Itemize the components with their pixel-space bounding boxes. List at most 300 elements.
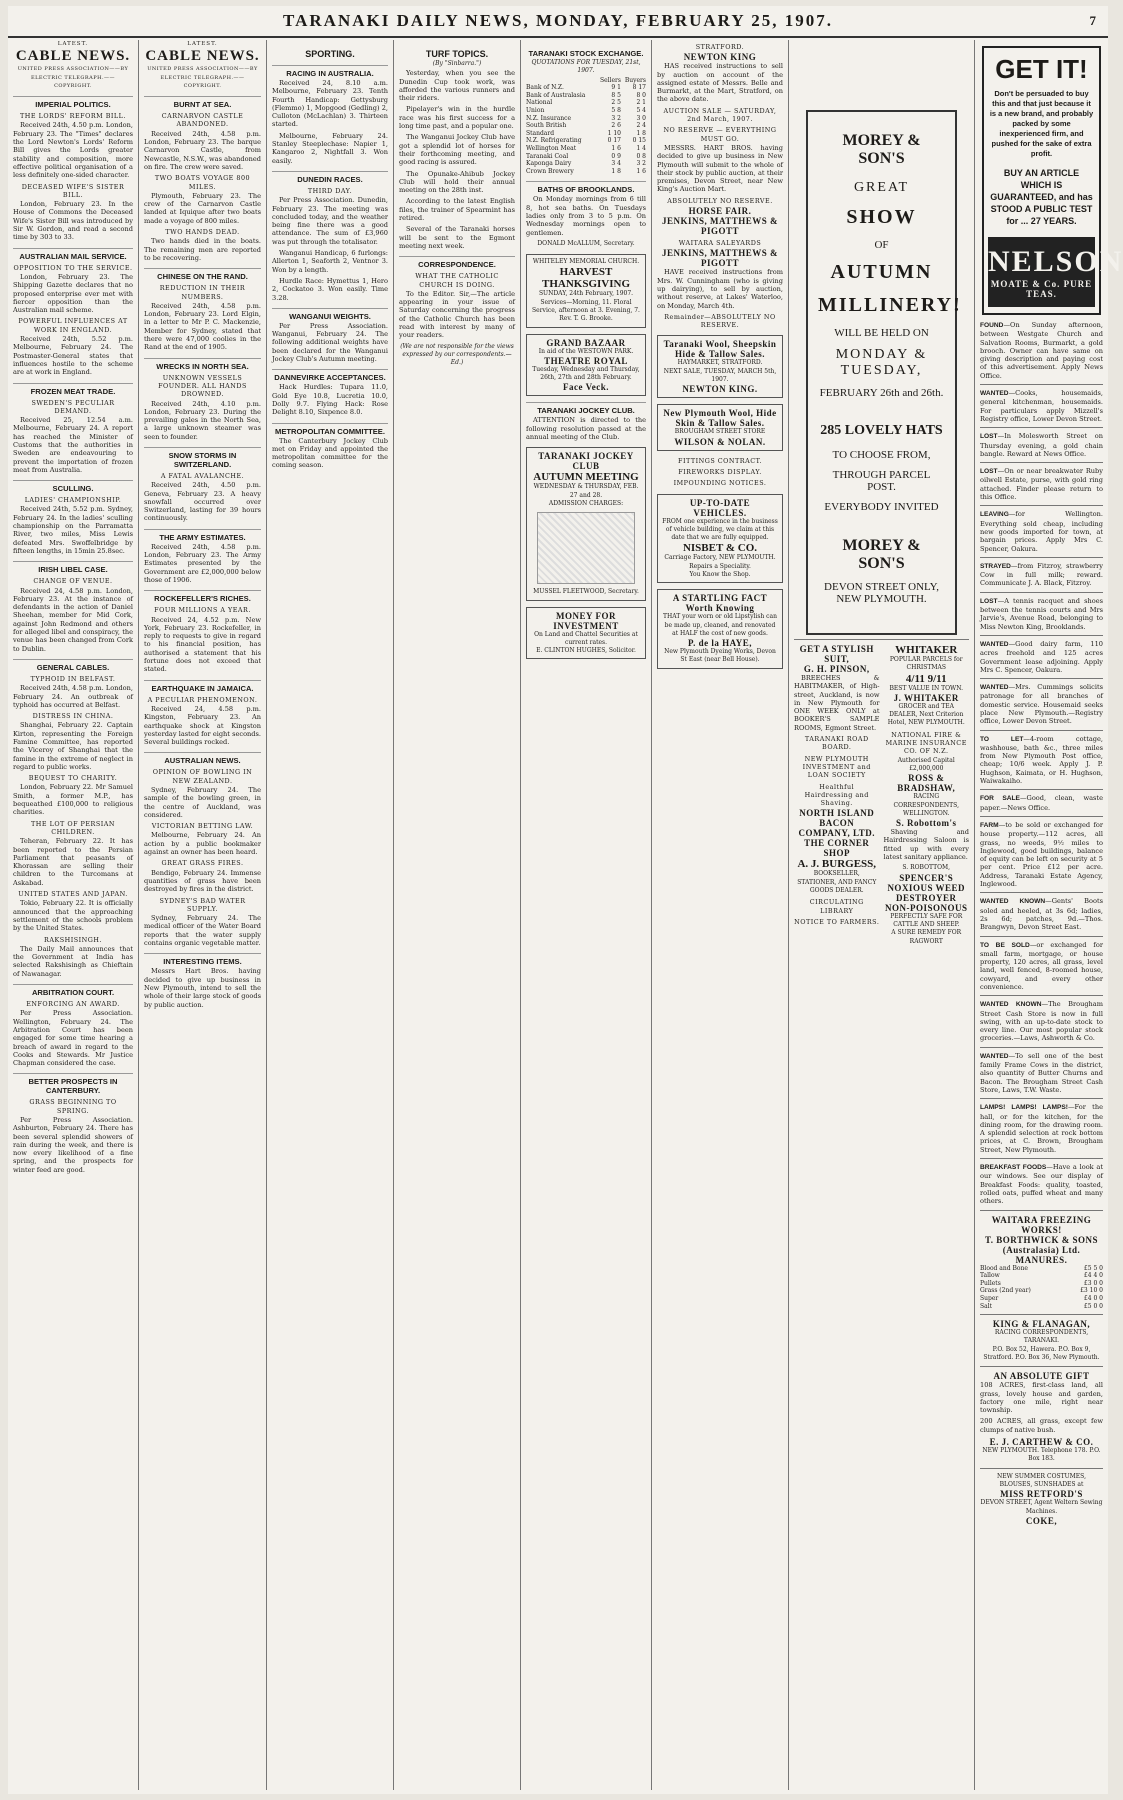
article-heading: ARBITRATION COURT. — [13, 984, 133, 997]
classified-text: to be sold or exchanged for house property.—112 acres, all grass, no weeds, 9½ miles to Inglewood, good buildings, balance of equity can be left on security at 5 per cent. Price £12 per acre. Address, Taranaki Estate Agency, Inglewood. — [980, 820, 1103, 889]
news-article — [144, 752, 261, 819]
article-heading: CHINESE ON THE RAND. — [144, 268, 261, 281]
manure-price: £3 10 0 — [1080, 1287, 1103, 1295]
stock-row — [526, 122, 646, 130]
no-reserve: NO RESERVE — EVERYTHING MUST GO. — [663, 126, 777, 143]
article-heading: FROZEN MEAT TRADE. — [13, 383, 133, 396]
stock-name: Bank of N.Z. — [526, 84, 564, 92]
article-body: London, February 23. The Shipping Gazette declares that no proposed enterprise ever met with fiercer opposition than the Australian mail scheme. — [13, 272, 133, 315]
article-subheading: DISTRESS IN CHINA. — [32, 712, 114, 721]
article-body: Per Press Association. Dunedin, February 23. The meeting was concluded today, and the weather being fine there was a good attendance. The sum of £3,960 was put through the totalisator. — [272, 196, 388, 246]
news-article — [272, 308, 388, 363]
whitaker-sub: POPULAR PARCELS for CHRISTMAS — [889, 656, 963, 672]
cable-news-heading: CABLE NEWS. — [15, 48, 131, 65]
article-subheading: A FATAL AVALANCHE. — [160, 471, 245, 480]
buy-guaranteed: BUY AN ARTICLE WHICH IS GUARANTEED, and has STOOD A PUBLIC TEST for ... 27 YEARS. — [990, 168, 1093, 226]
news-article — [13, 659, 133, 709]
article-heading: METROPOLITAN COMMITTEE. — [272, 423, 388, 436]
article-subheading: THE LORDS' REFORM BILL. — [20, 112, 126, 121]
everybody-invited: EVERYBODY INVITED — [824, 501, 939, 513]
autumn-secretary: MUSSEL FLEETWOOD, Secretary. — [533, 588, 639, 596]
article-body: Melbourne, February 24. An action by a public bookmaker against an owner has been heard. — [144, 831, 261, 857]
sellers-header: Sellers — [599, 76, 621, 84]
newton-king-title: NEWTON KING — [683, 52, 757, 63]
article-subheading: TWO BOATS VOYAGE 800 MILES. — [154, 174, 251, 191]
article-body: Per Press Association. Ashburton, February 24. There has been several splendid showers of rain during the week, and there is now every likelihood of a fine spring, and the prospects for winter feed are good. — [13, 1115, 133, 1174]
article-heading: IMPERIAL POLITICS. — [13, 96, 133, 109]
news-article — [13, 984, 133, 1067]
lower-ads-left — [794, 644, 880, 946]
manure-row — [980, 1287, 1103, 1295]
classified-ad — [980, 467, 1103, 501]
stock-name: Crown Brewery — [526, 167, 574, 175]
news-article — [13, 1073, 133, 1174]
classified-lead: TO BE SOLD — [980, 941, 1030, 949]
new-summer: NEW SUMMER COSTUMES, BLOUSES, SUNSHADES at — [997, 1472, 1086, 1488]
dash-separator: — — [1008, 510, 1016, 519]
classified-ad — [980, 821, 1103, 888]
autumn-word: AUTUMN — [830, 261, 933, 283]
article-body: Two hands died in the boats. The remaining men are reported to be recovering. — [144, 237, 261, 262]
stock-row — [526, 130, 646, 138]
col2-sections — [144, 96, 261, 1009]
news-article — [144, 897, 261, 948]
get-it-body: Don't be persuaded to buy this and that just because it is a new brand, and probably packed by some inexperienced firm, and pushed for the sake of extra profit. — [989, 89, 1094, 158]
article-body: Melbourne, February 24. Stanley Steeplechase: Napier 1, Kangaroo 2, Nightfall 3. Won easily. — [272, 131, 388, 165]
delahaye-name: P. de la HAYE, — [687, 638, 753, 649]
dash-separator: — — [1019, 794, 1027, 803]
buyers-header: Buyers — [624, 76, 646, 84]
robottom-title: S. Robottom's — [895, 818, 957, 829]
dash-separator: — — [1023, 734, 1030, 743]
article-body: Received 24th, 4.58 p.m. London, February 23. The barque Carnarvon Castle, from Newcastle, N.S.W., was abandoned on fire. The crew were saved. — [144, 129, 261, 171]
article-heading: WRECKS IN NORTH SEA. — [144, 358, 261, 371]
newton-king-sign: NEWTON KING. — [682, 384, 758, 395]
classified-lead: FARM — [980, 821, 999, 829]
article-subheading: RAKSHISINGH. — [44, 935, 102, 944]
classified-text: Good, clean, waste paper.—News Office. — [980, 794, 1103, 812]
manure-price: £4 0 0 — [1083, 1294, 1103, 1302]
article-heading: GENERAL CABLES. — [13, 659, 133, 672]
news-article — [144, 174, 261, 225]
classified-text: Good dairy farm, 110 acres freehold and 125 acres Government lease adjoining. Apply Mrs C. Spencer, Oakura. — [980, 639, 1103, 674]
classified-ad — [980, 1103, 1103, 1154]
news-article — [272, 65, 388, 129]
acres-200: 200 ACRES, all grass, except few clumps of native bush. — [980, 1417, 1103, 1434]
turf-byline: (By "Sinbarra.") — [432, 60, 482, 67]
classified-ad — [980, 562, 1103, 588]
stratford-label: STRATFORD. — [695, 43, 745, 51]
king-flanagan: KING & FLANAGAN, — [992, 1319, 1091, 1330]
article-heading: THE ARMY ESTIMATES. — [144, 529, 261, 542]
article-body: Plymouth, February 23. The crew of the Carnarvon Castle landed at Iquique after two boats made a voyage of 800 miles. — [144, 191, 261, 225]
classified-text: In Molesworth Street on Thursday evening, a gold chain bangle. Reward at News Office. — [980, 432, 1103, 458]
manure-name: Tallow — [980, 1272, 1000, 1280]
nelson-logo — [988, 237, 1123, 307]
article-subheading: THE LOT OF PERSIAN CHILDREN. — [31, 819, 115, 836]
dash-separator: — — [998, 820, 1006, 829]
article-body: Received 24th, 5.52 p.m. Melbourne, February 24. The Postmaster-General states that influences hostile to the scheme are at work in England. — [13, 335, 133, 377]
dash-separator: — — [997, 596, 1005, 605]
stock-name: N.Z. Insurance — [526, 114, 572, 122]
latest-label: LATEST. — [57, 41, 89, 47]
stock-row — [526, 92, 646, 100]
classified-text: for Wellington. Everything sold cheap, including new goods imported for town, at bargain prices. Apply Mrs C. Spencer, Oakura. — [980, 510, 1103, 553]
classified-ad — [980, 640, 1103, 674]
nibacon: NORTH ISLAND BACON COMPANY, LTD. — [798, 808, 875, 839]
seller-price: 2 5 — [611, 99, 621, 107]
baths-heading: BATHS OF BROOKLANDS. — [526, 181, 646, 194]
buyer-price: 1 4 — [636, 144, 646, 152]
stock-name: Kaponga Dairy — [526, 160, 572, 168]
stock-row — [526, 84, 646, 92]
seller-price: 5 8 — [611, 106, 621, 114]
news-article — [144, 96, 261, 171]
classified-text: or exchanged for small farm, mortgage, or house property, 120 acres, all grass, level land, well fenced, 8-roomed house, cowyard, and every other convenience. — [980, 940, 1103, 991]
turf-paragraphs — [399, 69, 515, 250]
column-4-turf-topics — [394, 40, 521, 1790]
classified-lead: LOST — [980, 433, 998, 441]
stock-row — [526, 160, 646, 168]
article-subheading: VICTORIAN BETTING LAW. — [151, 822, 254, 831]
theatre-title: THEATRE ROYAL — [544, 355, 628, 366]
news-article — [144, 590, 261, 673]
news-article — [13, 96, 133, 179]
classified-lead: FOR SALE — [980, 795, 1020, 803]
article-subheading: GRASS BEGINNING TO SPRING. — [29, 1098, 117, 1115]
classified-text: Have a look at our windows. See our display of Breakfast Foods: quality, toasted, rolled oats, puffed wheat and many others. — [980, 1163, 1104, 1206]
dash-separator: — — [1041, 1000, 1049, 1009]
retford-sub: DEVON STREET, Agent Weltern Sewing Machines. — [980, 1499, 1103, 1515]
classified-ad — [980, 389, 1103, 423]
sheepskin-title: Taranaki Wool, Sheepskin Hide & Tallow Sales. — [663, 339, 777, 360]
dash-separator: — — [1029, 940, 1037, 949]
morey-address: DEVON STREET ONLY, NEW PLYMOUTH. — [824, 581, 939, 605]
non-poisonous: NON-POISONOUS — [884, 902, 968, 913]
dash-separator: — — [997, 432, 1005, 441]
turf-paragraph: Pipelayer's win in the hurdle race was his first success for a long time past, and a popular one. — [399, 105, 515, 131]
harvest-title: HARVEST THANKSGIVING — [541, 266, 631, 291]
morey-logo: MOREY & SON'S — [842, 537, 921, 572]
dash-separator: — — [1008, 639, 1016, 648]
manure-name: Salt — [980, 1302, 993, 1310]
article-body: Teheran, February 22. It has been reported to the Persian Parliament that peasants of Khorassan are selling their children to the Turcomans at Askabad. — [13, 837, 133, 887]
dyeing-ad — [657, 589, 783, 668]
latest-label: LATEST. — [187, 41, 218, 47]
whitaker-grocer: J. WHITAKER — [893, 692, 959, 703]
editor-note: (We are not responsible for the views expressed by our correspondents.—Ed.) — [400, 342, 514, 367]
stock-row — [526, 137, 646, 145]
road-board: TARANAKI ROAD BOARD. — [804, 735, 869, 752]
article-heading: AUSTRALIAN MAIL SERVICE. — [13, 248, 133, 261]
nelson-sub: MOATE & Co. PURE TEAS. — [990, 279, 1093, 299]
you-know-shop: You Know the Shop. — [689, 570, 751, 578]
manures-heading: MANURES. — [1015, 1254, 1068, 1265]
buyer-price: 1 6 — [636, 167, 646, 175]
show-days: MONDAY & TUESDAY, — [835, 347, 928, 378]
article-subheading: GREAT GRASS FIRES. — [161, 859, 244, 868]
borthwick: T. BORTHWICK & SONS (Australasia) Ltd. — [984, 1234, 1099, 1255]
letter-heading: WHAT THE CATHOLIC CHURCH IS DOING. — [415, 272, 499, 289]
article-heading: EARTHQUAKE IN JAMAICA. — [144, 680, 261, 693]
correspondence-heading: CORRESPONDENCE. — [399, 256, 515, 269]
morey-millinery-ad — [806, 110, 962, 635]
buyer-price: 0 8 — [636, 152, 646, 160]
money-title: MONEY FOR INVESTMENT — [553, 610, 619, 631]
stock-name: Standard — [526, 129, 555, 137]
morey-title: MOREY & SON'S — [842, 132, 921, 167]
stock-row — [526, 99, 646, 107]
dash-separator: — — [997, 467, 1005, 476]
stock-name: N.Z. Refrigerating — [526, 137, 582, 145]
investment-society: NEW PLYMOUTH INVESTMENT and LOAN SOCIETY — [802, 754, 871, 780]
news-article — [144, 822, 261, 856]
column-3-sporting — [267, 40, 394, 1790]
classified-text: On Sunday afternoon, between Westgate Church and Salvation Rooms, Burmarkt, a gold brooch. Owner can have same on giving description and paying cost of this advertisement. Apply News Office. — [980, 321, 1103, 380]
article-subheading: UNKNOWN VESSELS FOUNDER. ALL HANDS DROWNED. — [158, 373, 247, 399]
coke: COKE, — [1025, 1515, 1058, 1526]
news-article — [13, 712, 133, 771]
whitaker-grocer-sub: GROCER and TEA DEALER, Next Criterion Hotel, NEW PLYMOUTH. — [887, 702, 965, 727]
turf-paragraph: According to the latest English files, the trainer of Spearmint has retired. — [399, 197, 515, 223]
news-article — [144, 358, 261, 441]
perfectly-safe: PERFECTLY SAFE FOR CATTLE AND SHEEP. — [890, 912, 963, 928]
robottom-body: Shaving and Hairdressing Saloon is fitted up with every latest sanitary appliance. — [883, 828, 969, 862]
article-heading: ROCKEFELLER'S RICHES. — [144, 590, 261, 603]
harvest-body: SUNDAY, 24th February, 1907. Services—Morning, 11. Floral Service, afternoon at 3. Evening, 7. Rev. T. G. Brooke. — [532, 290, 640, 323]
classified-lead: LOST — [980, 468, 998, 476]
manure-price: £3 0 0 — [1083, 1279, 1103, 1287]
article-body: Hurdle Race: Hymettus 1, Hero 2, Cockatoo 3. Won easily. Time 3.28. — [272, 276, 388, 302]
classified-ad — [980, 1052, 1103, 1094]
classified-lead: FOUND — [980, 322, 1004, 329]
corner-shop: THE CORNER SHOP — [804, 838, 870, 859]
news-article — [272, 277, 388, 302]
miss-retford: MISS RETFORD'S — [1000, 1489, 1083, 1500]
classified-ad — [980, 597, 1103, 631]
article-body: Received 25, 12.54 a.m. Melbourne, February 24. A report has reached the Minister of Customs that the authorities in Sweden are endeavouring to prevent the importation of frozen meat from Australia. — [13, 416, 133, 474]
nisbet-name: NISBET & CO. — [682, 542, 758, 555]
article-subheading: CHANGE OF VENUE. — [33, 577, 113, 586]
news-article — [272, 423, 388, 470]
news-article — [13, 480, 133, 555]
article-body: London, February 23. In the House of Commons the Deceased Wife's Sister Bill was introduced by Sir W. Gordon, and read a second time by 303 to 33. — [13, 200, 133, 242]
article-body: Received 24, 4.52 p.m. New York, February 23. Rockefeller, in reply to requests to give in regard to his financial position, has authorised a statement that his fortune does not exceed that stated. — [144, 615, 261, 674]
money-body: On Land and Chattel Securities at current rates. — [534, 630, 638, 646]
dash-separator: — — [1067, 1103, 1075, 1112]
impounding-notices: IMPOUNDING NOTICES. — [673, 479, 767, 488]
classified-lead: LAMPS! LAMPS! LAMPS! — [980, 1104, 1068, 1112]
classified-ad — [980, 794, 1103, 812]
news-article — [13, 936, 133, 978]
dash-separator: — — [1010, 561, 1018, 570]
article-subheading: REDUCTION IN THEIR NUMBERS. — [159, 284, 246, 301]
cable-news-subheading: UNITED PRESS ASSOCIATION——BY ELECTRIC TELEGRAPH.——COPYRIGHT. — [147, 66, 258, 89]
get-it-heading: GET IT! — [995, 54, 1088, 84]
buyer-price: 8 0 — [636, 91, 646, 99]
classified-lead: TO LET — [980, 735, 1024, 743]
spencer-title: SPENCER'S NOXIOUS WEED DESTROYER — [887, 872, 966, 903]
classified-lead: STRAYED — [980, 562, 1011, 570]
stock-row — [526, 115, 646, 123]
robottom-sig: S. ROBOTTOM, — [902, 864, 951, 872]
stock-row — [526, 107, 646, 115]
lower-ads-right — [884, 644, 970, 946]
seller-price: 0 17 — [607, 137, 621, 145]
whitaker-title: WHITAKER — [895, 644, 958, 656]
manure-row — [980, 1272, 1103, 1280]
seller-price: 3 4 — [611, 160, 621, 168]
classified-text: 4-room cottage, washhouse, bath &c., three miles from New Plymouth Post office, cheap; 10/6 week. Apply J. P. Hughson, Kaimata, or H. Hughson, Waiwakaiho. — [980, 734, 1103, 786]
stock-name: Bank of Australasia — [526, 91, 586, 99]
show-date: FEBRUARY 26th and 26th. — [819, 387, 944, 399]
ross-sub: RACING CORRESPONDENTS, WELLINGTON. — [893, 793, 959, 817]
news-article — [272, 249, 388, 274]
classified-lead: WANTED — [980, 390, 1009, 398]
jockey-club-heading: TARANAKI JOCKEY CLUB. — [526, 402, 646, 415]
news-article — [144, 529, 261, 584]
article-subheading: OPINION OF BOWLING IN NEW ZEALAND. — [152, 768, 253, 785]
nisbet-ad — [657, 494, 783, 584]
money-ad — [526, 607, 646, 660]
stock-row — [526, 145, 646, 153]
kf-sub: RACING CORRESPONDENTS, TARANAKI. — [994, 1329, 1089, 1345]
best-value: BEST VALUE IN TOWN. — [889, 684, 963, 692]
news-article — [13, 820, 133, 887]
manure-price: £5 0 0 — [1083, 1302, 1103, 1310]
news-article — [13, 317, 133, 376]
kf-boxes: P.O. Box 52, Hawera. P.O. Box 9, Stratford. P.O. Box 36, New Plymouth. — [983, 1345, 1100, 1361]
hart-bros-body: MESSRS. HART BROS. having decided to give up business in New Plymouth will submit to the whole of their stock by public auction, at their premises, Devon Street, near New King's Auction Mart. — [657, 143, 783, 194]
national-insurance: NATIONAL FIRE & MARINE INSURANCE CO. OF N.Z. — [885, 730, 967, 756]
choose-from: TO CHOOSE FROM, — [832, 449, 931, 461]
newspaper-page — [8, 6, 1123, 1794]
dash-separator: — — [1008, 683, 1016, 692]
article-body: Received 24, 8.10 a.m. Melbourne, February 23. Tenth Fourth Handicap: Gettysburg (Flemmo) 1, Mopgood (Gedling) 2, Culloton (McLachlan) 3. Thirteen started. — [272, 79, 388, 129]
manure-name: Grass (2nd year) — [980, 1287, 1031, 1295]
jenkins-body: HAVE received instructions from Mrs. W. Cunningham (who is giving up dairying), to sell by auction, without reserve, at Lakes' Waterloo, on Monday, March 4th. — [657, 268, 783, 310]
seller-price: 0 9 — [611, 152, 621, 160]
manure-price: £5 5 0 — [1083, 1264, 1103, 1272]
classified-ad — [980, 321, 1103, 380]
np-wool-title: New Plymouth Wool, Hide Skin & Tallow Sales. — [663, 408, 777, 429]
stock-name: South British — [526, 122, 567, 130]
suit-heading: GET A STYLISH SUIT, — [799, 644, 874, 664]
column-8-classifieds — [975, 40, 1123, 1790]
manure-row — [980, 1295, 1103, 1303]
np-wool-sales-ad — [657, 404, 783, 450]
article-heading: INTERESTING ITEMS. — [144, 953, 261, 966]
bazaar-title: GRAND BAZAAR — [546, 337, 626, 348]
manure-row — [980, 1303, 1103, 1311]
jockey-club-body: ATTENTION is directed to the following resolution passed at the annual meeting of the Club. — [526, 416, 646, 442]
stock-row — [526, 153, 646, 161]
seller-price: 1 10 — [607, 129, 621, 137]
column-1-cable-news — [8, 40, 139, 1790]
article-subheading: A PECULIAR PHENOMENON. — [147, 695, 258, 704]
article-body: Sydney, February 24. The sample of the bowling green, in the centre of Auckland, was considered. — [144, 786, 261, 819]
dash-separator: — — [1008, 1051, 1016, 1060]
article-subheading: UNITED STATES AND JAPAN. — [18, 890, 128, 899]
seller-price: 9 1 — [611, 84, 621, 92]
article-body: Sydney, February 24. The medical officer of the Water Board reports that the water supply contains organic vegetable matter. — [144, 914, 261, 948]
buyer-price: 5 4 — [636, 106, 646, 114]
turf-paragraph: Several of the Taranaki horses will be sent to the Egmont meeting next week. — [399, 225, 515, 250]
classified-lead: LEAVING — [980, 511, 1009, 519]
theatre-dates: Tuesday, Wednesday and Thursday, 26th, 27th and 28th February. — [532, 365, 640, 382]
classified-text: On or near breakwater Ruby oilwell Estate, purse, with gold ring attached. Finder please return to this Office. — [980, 467, 1103, 502]
classified-ad — [980, 897, 1103, 931]
article-subheading: POWERFUL INFLUENCES AT WORK IN ENGLAND. — [18, 317, 128, 334]
dash-separator: — — [1046, 1163, 1053, 1172]
vehicles-title: UP-TO-DATE VEHICLES. — [689, 497, 751, 518]
classified-ad — [980, 1163, 1103, 1205]
parcel-post: THROUGH PARCEL POST. — [832, 469, 931, 493]
article-body: Messrs Hart Bros. having decided to give up business in New Plymouth, intend to sell the whole of their large stock of goods by public auction. — [144, 967, 261, 1009]
article-heading: RACING IN AUSTRALIA. — [272, 65, 388, 78]
carthew-sub: NEW PLYMOUTH. Telephone 178. P.O. Box 183. — [982, 1447, 1101, 1463]
news-article — [272, 132, 388, 165]
article-body: Received 24th, 4.50 p.m. Geneva, February 23. A heavy snowfall occurred over Switzerland, lasting for 39 hours continuously. — [144, 481, 261, 523]
col1-sections — [13, 96, 133, 1174]
stock-table — [526, 77, 646, 176]
cable-news-heading: CABLE NEWS. — [145, 48, 260, 65]
repairs: Repairs a Speciality. — [689, 562, 751, 570]
of-word: OF — [874, 239, 889, 251]
autumn-meeting-ad — [526, 447, 646, 600]
whitaker-prices: 4/11 9/11 — [905, 672, 947, 685]
theatre-star: Face Veck. — [563, 382, 609, 393]
article-subheading: BEQUEST TO CHARITY. — [28, 774, 118, 783]
buyer-price: 0 15 — [632, 137, 646, 145]
column-6-auctions — [652, 40, 789, 1790]
article-subheading: SYDNEY'S BAD WATER SUPPLY. — [159, 896, 246, 913]
stock-name: Taranaki Coal — [526, 152, 569, 160]
article-body: Wanganui Handicap, 6 furlongs: Allerton 1, Seaforth 2, Ventnor 3. Won by a length. — [272, 249, 388, 274]
burgess-sub: BOOKSELLER, STATIONER, AND FANCY GOODS DEALER. — [797, 870, 877, 895]
article-subheading: SWEDEN'S PECULIAR DEMAND. — [31, 398, 115, 415]
lower-ads — [794, 644, 969, 946]
article-heading: WANGANUI WEIGHTS. — [272, 308, 388, 321]
admission-table-image — [537, 512, 635, 584]
show-word: SHOW — [846, 206, 917, 228]
sheepskin-place: HAYMARKET, STRATFORD. — [677, 359, 763, 367]
classified-ad — [980, 432, 1103, 458]
article-heading: DUNEDIN RACES. — [272, 171, 388, 184]
nelson-tea-ad — [982, 46, 1123, 315]
news-article — [13, 383, 133, 475]
seller-price: 1 6 — [611, 144, 621, 152]
article-body: The Daily Mail announces that the Government at India has selected Rakshisingh as Chieftain of Nawanagar. — [13, 944, 133, 978]
horse-fair-title: HORSE FAIR. — [688, 206, 752, 217]
news-article — [144, 680, 261, 747]
stock-name: Wellington Meat — [526, 144, 577, 152]
dash-separator: — — [1045, 897, 1052, 906]
seller-price: 2 6 — [611, 122, 621, 130]
autumn-dates: WEDNESDAY & THURSDAY, FEB. 27 and 28. — [533, 483, 639, 499]
article-body: Received 24th, 4.10 p.m. London, February 23. During the prevailing gales in the North Sea, a large unknown steamer was seen to founder. — [144, 399, 261, 441]
absolutely-no-reserve: ABSOLUTELY NO RESERVE. — [667, 196, 773, 205]
delahaye-sub: New Plymouth Dyeing Works, Devon St East (near Bell House). — [664, 648, 776, 664]
stock-row — [526, 168, 646, 176]
col3-sections — [272, 65, 388, 470]
article-body: London, February 22. Mr Samuel Smith, a former M.P., has bequeathed £100,000 to religious charities. — [13, 783, 133, 817]
buyer-price: 1 8 — [636, 129, 646, 137]
classified-text: Gents' Boots soled and heeled, at 3s 6d; ladies, 2s 6d; patches, 9d.—Thos. Brangwyn, Devon Street East. — [980, 897, 1103, 932]
millinery-word: MILLINERY! — [818, 294, 962, 316]
manure-table — [980, 1265, 1103, 1311]
turf-paragraph: Yesterday, when you see the Dunedin Cup took work, was afforded the various runners and their riders. — [399, 69, 515, 103]
